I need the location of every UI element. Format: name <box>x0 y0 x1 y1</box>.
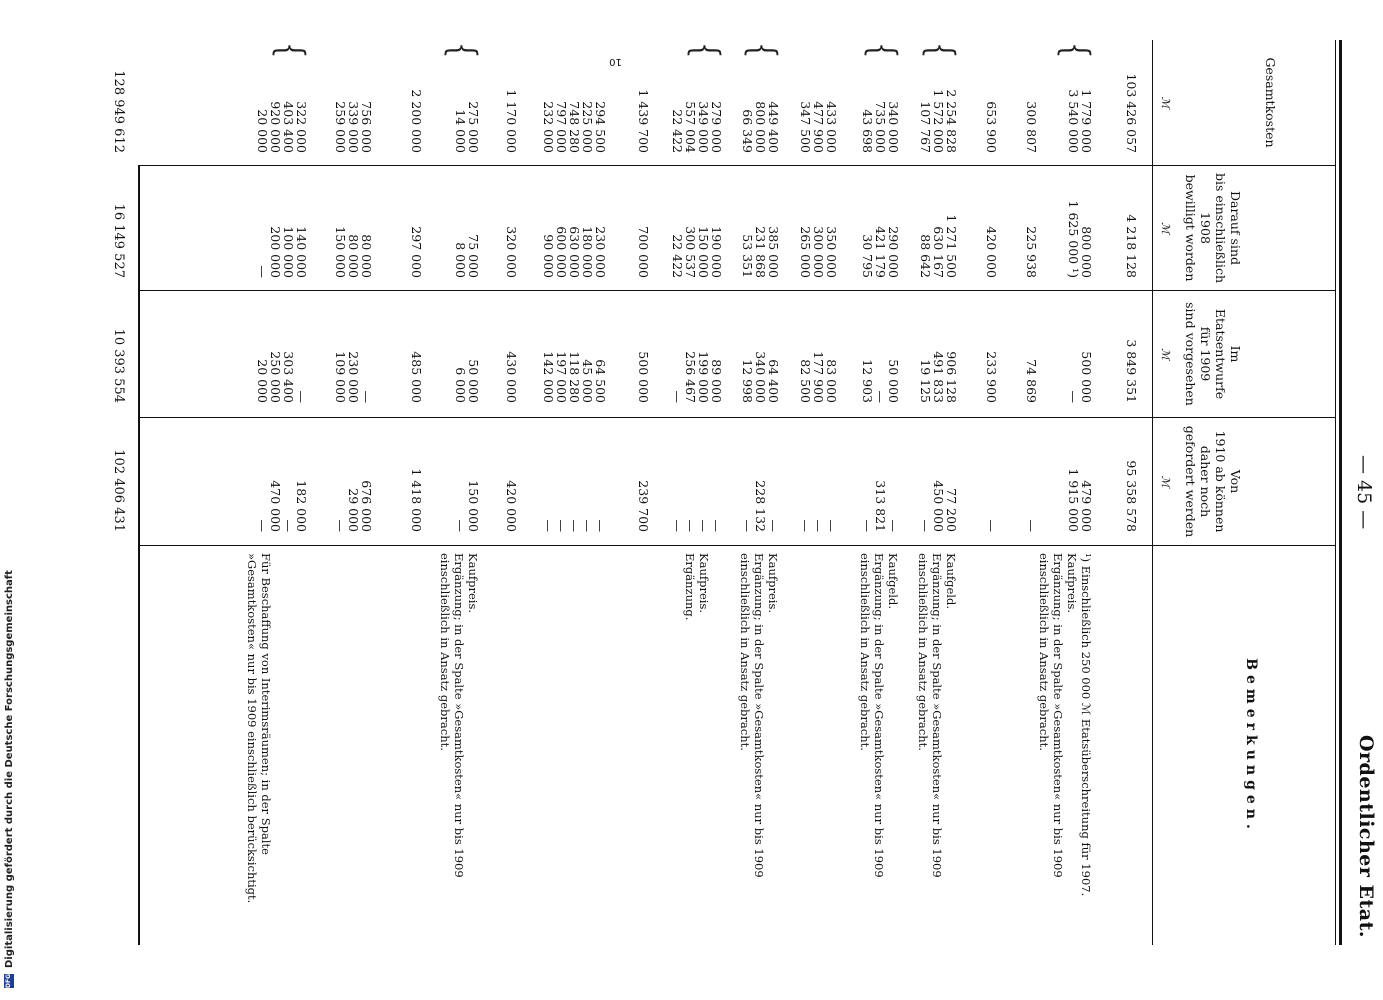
cell-etat-1909: 50 000 6 000 <box>453 359 481 403</box>
column-divider <box>140 290 1335 291</box>
cell-gefordert: — — — <box>798 519 839 532</box>
cell-bewilligt: 225 938 <box>1024 226 1039 278</box>
header-bottom-rule <box>1152 40 1153 945</box>
cell-gesamtkosten: 449 400 800 000 66 349 <box>740 101 781 153</box>
remark-line: Ergänzung; in der Spalte »Gesamtkosten« nur bis 1909 einschließlich in Ansatz gebracht. <box>916 553 944 878</box>
cell-gefordert: — <box>1024 519 1039 532</box>
cell-bewilligt: 385 000 231 868 53 351 <box>740 226 781 278</box>
header-line: 1910 ab können <box>1213 430 1228 533</box>
cell-etat-1909: 89 000 199 000 256 467 — <box>670 351 724 403</box>
total-etat-1909: 10 393 554 <box>111 328 126 403</box>
remark-entry <box>245 553 273 938</box>
page-mark: 10 <box>609 55 622 67</box>
header-line: Im <box>1228 345 1243 363</box>
header-line: Gesamtkosten <box>1263 57 1278 148</box>
cell-gesamtkosten: 2 254 828 1 572 000 107 767 <box>918 89 959 153</box>
column-divider <box>140 165 1335 166</box>
cell-bewilligt: 297 000 <box>409 226 424 278</box>
unit-label: ℳ <box>1159 222 1172 234</box>
cell-gefordert: — — — — — <box>541 519 608 532</box>
brace-mark: { <box>268 42 311 59</box>
cell-etat-1909: 3 849 351 <box>1124 339 1139 403</box>
remark-line: Kaufpreis. <box>766 553 780 614</box>
cell-gefordert: — <box>984 519 999 532</box>
header-line: gefordert werden <box>1183 425 1198 538</box>
cell-gefordert: 676 000 29 000 — <box>333 480 374 532</box>
cell-bewilligt: 800 000 1 625 000 ¹) <box>1066 200 1094 278</box>
unit-label: ℳ <box>1159 96 1172 109</box>
unit-label: ℳ <box>1159 475 1172 488</box>
table-top-rule <box>1339 40 1342 945</box>
brace-mark: { <box>740 42 783 59</box>
total-gesamtkosten: 128 949 612 <box>111 70 126 153</box>
column-divider <box>140 417 1335 418</box>
brace-mark: { <box>860 42 903 59</box>
cell-bewilligt: 80 000 80 000 150 000 <box>333 226 374 278</box>
cell-etat-1909: — 303 400 250 000 20 000 <box>255 351 309 403</box>
column-header-gefordert <box>1158 418 1328 545</box>
remark-line: Kaufgeld. <box>886 553 900 609</box>
dfg-logo: DFG <box>5 973 12 988</box>
cell-gesamtkosten: 103 426 057 <box>1124 73 1139 153</box>
remark-line: Ergänzung; in der Spalte »Gesamtkosten« nur bis 1909 einschließlich in Ansatz gebracht. <box>438 553 466 878</box>
header-line: sind vorgesehen <box>1183 302 1198 406</box>
remark-line: Ergänzung. <box>683 553 697 621</box>
cell-bewilligt: 230 000 180 000 630 000 600 000 90 000 <box>541 226 608 278</box>
cell-bewilligt: 4 218 128 <box>1124 214 1139 278</box>
cell-gefordert: 420 000 <box>504 480 519 532</box>
cell-bewilligt: 320 000 <box>504 226 519 278</box>
cell-etat-1909: 430 000 <box>504 351 519 403</box>
cell-gesamtkosten: 275 000 14 000 <box>453 101 481 153</box>
cell-bewilligt: 190 000 150 000 300 537 22 422 <box>670 226 724 278</box>
total-bewilligt: 16 149 527 <box>111 203 126 278</box>
remark-line: Ergänzung; in der Spalte »Gesamtkosten« nur bis 1909 einschließlich in Ansatz gebracht. <box>1037 553 1065 878</box>
header-line: bis einschließlich <box>1213 172 1228 284</box>
header-line: Bemerkungen. <box>1243 658 1259 834</box>
cell-gefordert: 1 418 000 <box>409 468 424 532</box>
cell-etat-1909: 64 500 45 000 118 280 197 000 142 000 <box>541 351 608 403</box>
remark-line: Für Beschaffung von Interimsräumen; in der Spalte »Gesamtkosten« nur bis 1909 einschließlich berücksichtigt. <box>245 553 273 904</box>
page-number: — 45 — <box>1353 455 1375 530</box>
total-gefordert: 102 406 431 <box>111 449 126 532</box>
remark-entry <box>1037 553 1093 938</box>
brace-mark: { <box>683 42 726 59</box>
header-line: Etatsentwurfe <box>1213 308 1228 400</box>
cell-etat-1909: 74 869 <box>1024 359 1039 403</box>
cell-gefordert: — — — — <box>670 519 724 532</box>
column-header-gesamtkosten <box>1158 40 1328 165</box>
brace-mark: { <box>440 42 483 59</box>
remark-entry <box>858 553 900 938</box>
cell-gesamtkosten: 2 200 000 <box>409 89 424 153</box>
column-header-etatsentwurf-1909 <box>1158 291 1328 417</box>
cell-bewilligt: 1 271 500 630 167 88 642 <box>918 214 959 278</box>
cell-gefordert: 95 358 578 <box>1124 460 1139 532</box>
remark-entry <box>438 553 480 938</box>
cell-gefordert: — 228 132 — <box>740 480 781 532</box>
cell-gesamtkosten: 1 170 000 <box>504 89 519 153</box>
remark-entry <box>683 553 711 938</box>
cell-etat-1909: 64 400 340 000 12 998 <box>740 351 781 403</box>
cell-gesamtkosten: 653 900 <box>984 101 999 153</box>
cell-gesamtkosten: 279 000 349 000 557 004 22 422 <box>670 101 724 153</box>
unit-label: ℳ <box>1159 348 1172 360</box>
section-title: Ordentlicher Etat. <box>1355 734 1377 938</box>
header-line: für 1909 <box>1198 326 1213 382</box>
cell-gesamtkosten: 756 000 339 000 259 000 <box>333 101 374 153</box>
cell-gefordert: 239 700 <box>636 480 651 532</box>
totals-rule <box>138 165 140 945</box>
cell-gesamtkosten: 322 000 403 400 920 000 20 000 <box>255 101 309 153</box>
remark-line: Ergänzung; in der Spalte »Gesamtkosten« nur bis 1909 einschließlich in Ansatz gebracht. <box>858 553 886 878</box>
digitization-credit <box>0 0 20 1000</box>
column-header-bemerkungen <box>1158 546 1328 946</box>
header-line: bewilligt worden <box>1183 174 1198 282</box>
cell-etat-1909: 500 000 <box>636 351 651 403</box>
remark-entry <box>738 553 780 938</box>
cell-gesamtkosten: 433 000 477 900 347 500 <box>798 101 839 153</box>
cell-etat-1909: 50 000 — 12 903 <box>860 359 901 403</box>
column-divider <box>140 545 1335 546</box>
cell-gesamtkosten: 300 807 <box>1024 101 1039 153</box>
remark-line: Kaufpreis. <box>697 553 711 614</box>
cell-etat-1909: — 230 000 109 000 <box>333 351 374 403</box>
remark-line: Kaufgeld. <box>944 553 958 609</box>
cell-etat-1909: 485 000 <box>409 351 424 403</box>
header-line: Von <box>1228 469 1243 494</box>
cell-gefordert: 182 000 — 470 000 — <box>255 480 309 532</box>
cell-bewilligt: 140 000 100 000 200 000 — <box>255 226 309 278</box>
cell-bewilligt: 75 000 8 000 <box>453 234 481 278</box>
table-top-rule-thin <box>1335 40 1336 945</box>
cell-gesamtkosten: 340 000 735 000 43 698 <box>860 101 901 153</box>
cell-gesamtkosten: 294 500 225 000 748 280 797 000 232 000 <box>541 101 608 153</box>
cell-gesamtkosten: 1 779 000 3 540 000 <box>1066 89 1094 153</box>
cell-etat-1909: 906 128 491 833 19 125 <box>918 351 959 403</box>
cell-etat-1909: 83 000 177 900 82 500 <box>798 351 839 403</box>
cell-bewilligt: 290 000 421 179 30 795 <box>860 226 901 278</box>
cell-bewilligt: 350 000 300 000 265 000 <box>798 226 839 278</box>
remark-footnote: ¹) Einschließlich 250 000 ℳ Etatsüberschreitung für 1907. <box>1079 553 1093 897</box>
cell-bewilligt: 700 000 <box>636 226 651 278</box>
cell-gefordert: — 313 821 — <box>860 480 901 532</box>
remark-line: Ergänzung; in der Spalte »Gesamtkosten« nur bis 1909 einschließlich in Ansatz gebracht. <box>738 553 766 878</box>
brace-mark: { <box>1053 42 1096 59</box>
remark-entry <box>916 553 958 938</box>
cell-bewilligt: 420 000 <box>984 226 999 278</box>
cell-etat-1909: 500 000 — <box>1066 351 1094 403</box>
remark-line: Kaufpreis. <box>466 553 480 614</box>
column-header-bewilligt <box>1158 166 1328 290</box>
cell-gefordert: 479 000 1 915 000 <box>1066 468 1094 532</box>
cell-gefordert: 77 200 450 000 — <box>918 480 959 532</box>
cell-gefordert: 150 000 — <box>453 480 481 532</box>
cell-etat-1909: 233 900 <box>984 351 999 403</box>
header-line: 1908 <box>1198 212 1213 244</box>
remark-line: Kaufpreis. <box>1065 553 1079 614</box>
brace-mark: { <box>918 42 961 59</box>
header-line: daher noch <box>1198 445 1213 518</box>
cell-gesamtkosten: 1 439 700 <box>636 89 651 153</box>
header-line: Darauf sind <box>1228 190 1243 266</box>
credit-text: Digitalisierung gefördert durch die Deutsche Forschungsgemeinschaft <box>4 570 15 968</box>
